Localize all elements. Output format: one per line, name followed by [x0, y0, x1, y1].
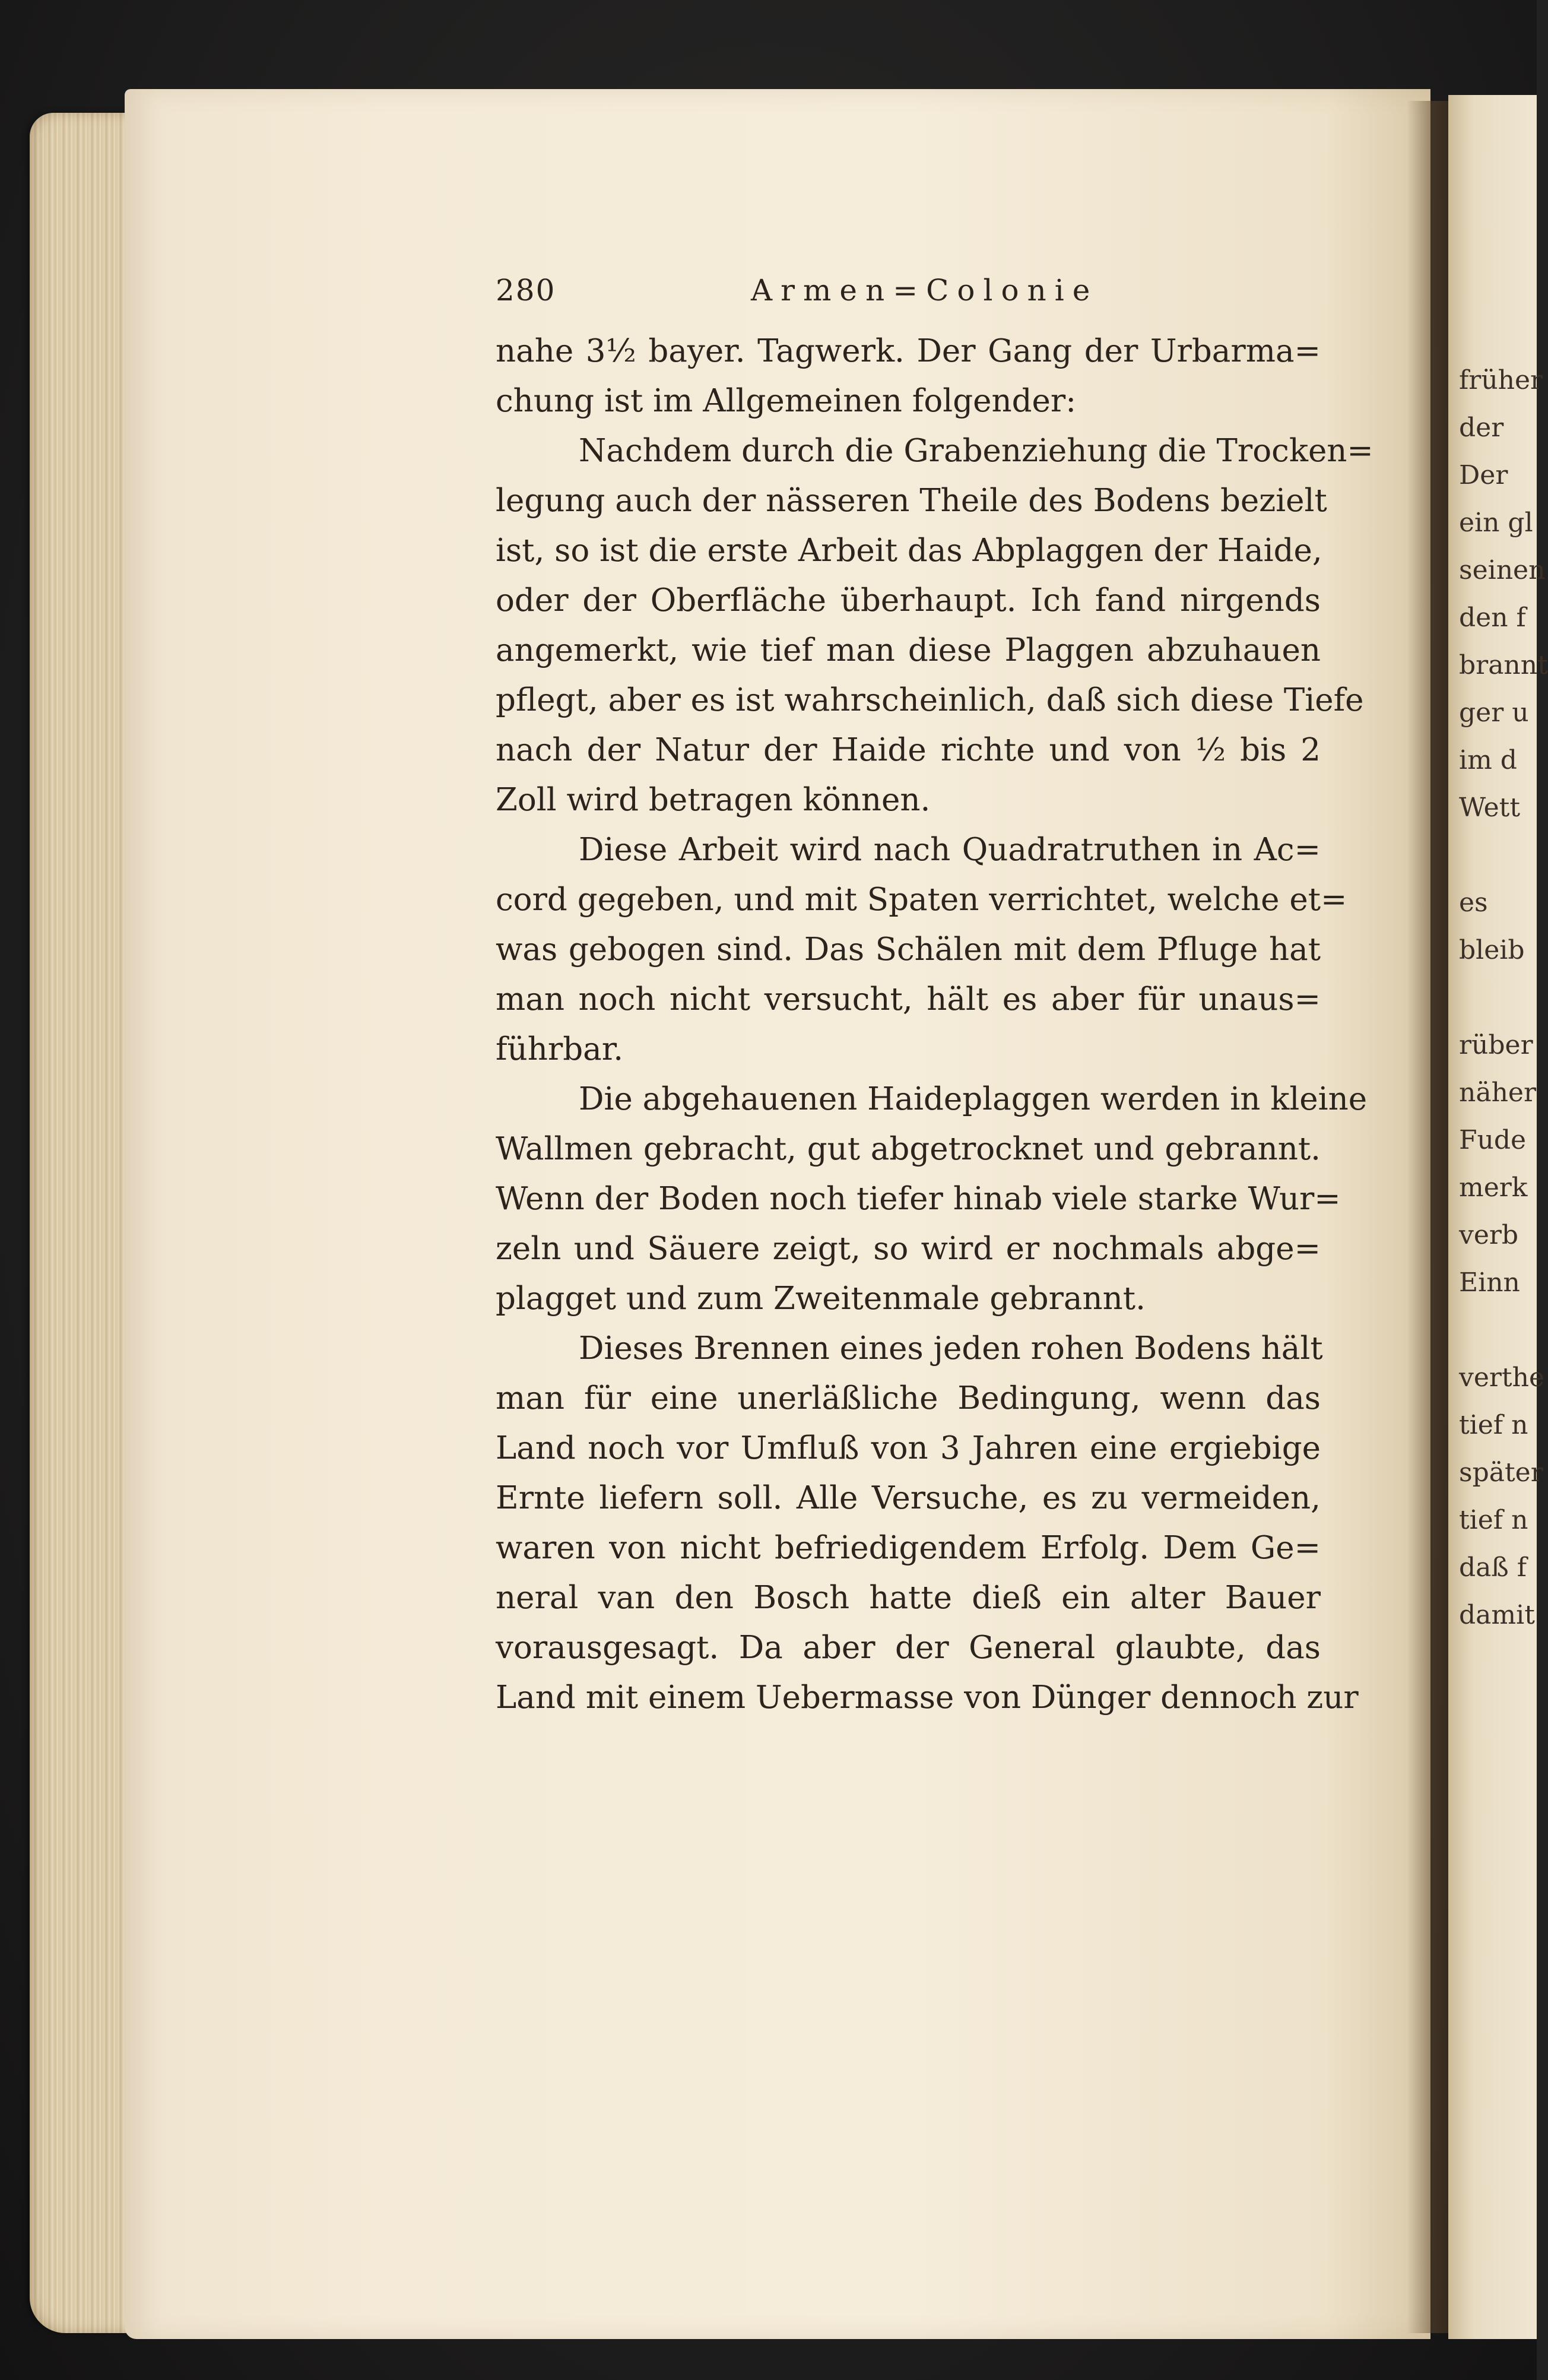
text-line: waren von nicht befriedigendem Erfolg. Dem Ge= — [496, 1530, 1321, 1566]
text-block — [496, 273, 1373, 1723]
text-line: plagget und zum Zweitenmale gebrannt. — [496, 1281, 1146, 1317]
text-line: Ernte liefern soll. Alle Versuche, es zu vermeiden, — [496, 1480, 1321, 1516]
text-line: chung ist im Allgemeinen folgender: — [496, 383, 1077, 419]
right-page-fragment: rüber — [1459, 1030, 1533, 1060]
right-page-fragment: ein gl — [1459, 508, 1533, 538]
right-page-fragment: Der — [1459, 460, 1508, 490]
running-head-title: Armen=Colonie — [751, 273, 1099, 308]
right-page-fragment: Einn — [1459, 1267, 1520, 1298]
right-page-fragment: merk — [1459, 1172, 1528, 1203]
text-line: oder der Oberfläche überhaupt. Ich fand nirgends — [496, 582, 1321, 619]
right-page-fragment: im d — [1459, 745, 1517, 775]
right-page-fragment: Fude — [1459, 1125, 1527, 1155]
text-line: Wenn der Boden noch tiefer hinab viele starke Wur= — [496, 1181, 1341, 1217]
running-head — [496, 273, 1321, 327]
right-page-fragment: damit — [1459, 1600, 1535, 1630]
text-line: Dieses Brennen eines jeden rohen Bodens hält — [579, 1330, 1323, 1367]
text-line: cord gegeben, und mit Spaten verrichtet, welche et= — [496, 882, 1347, 918]
right-page-fragment: verthe — [1459, 1362, 1544, 1393]
text-line: Wallmen gebracht, gut abgetrocknet und gebrannt. — [496, 1131, 1321, 1167]
text-line: man noch nicht versucht, hält es aber für unaus= — [496, 981, 1321, 1018]
body-text — [496, 327, 1373, 1723]
right-page-fragment: tief n — [1459, 1410, 1528, 1440]
text-line: Zoll wird betragen können. — [496, 782, 931, 818]
text-line: ist, so ist die erste Arbeit das Abplaggen der Haide, — [496, 533, 1322, 569]
text-line: legung auch der nässeren Theile des Bodens bezielt — [496, 483, 1327, 519]
right-page-fragment: tief n — [1459, 1505, 1528, 1535]
text-line: Land mit einem Uebermasse von Dünger dennoch zur — [496, 1679, 1359, 1716]
text-line: zeln und Säuere zeigt, so wird er nochmals abge= — [496, 1231, 1321, 1267]
text-line: was gebogen sind. Das Schälen mit dem Pfluge hat — [496, 931, 1321, 968]
right-page-fragment: den f — [1459, 603, 1526, 633]
right-page-fragment: ger u — [1459, 698, 1529, 728]
right-page-fragment: bleib — [1459, 935, 1525, 965]
text-line: neral van den Bosch hatte dieß ein alter Bauer — [496, 1580, 1321, 1616]
right-page-fragment: seinen — [1459, 555, 1546, 585]
text-line: Diese Arbeit wird nach Quadratruthen in Ac= — [579, 832, 1321, 868]
text-line: vorausgesagt. Da aber der General glaubte, das — [496, 1630, 1321, 1666]
right-page-fragment: brannt — [1459, 650, 1548, 680]
text-line: nahe 3½ bayer. Tagwerk. Der Gang der Urbarma= — [496, 333, 1321, 369]
right-page-fragment: früher — [1459, 365, 1543, 395]
right-page-fragment: Wett — [1459, 793, 1521, 823]
text-line: Die abgehauenen Haideplaggen werden in kleine — [579, 1081, 1368, 1117]
book-gutter — [1407, 101, 1454, 2333]
right-page-fragment: es — [1459, 888, 1488, 918]
text-line: man für eine unerläßliche Bedingung, wenn das — [496, 1380, 1321, 1416]
right-page-fragment: der — [1459, 413, 1504, 443]
right-page-fragment: näher — [1459, 1078, 1536, 1108]
right-page — [1448, 95, 1548, 2339]
text-line: Nachdem durch die Grabenziehung die Trocken= — [579, 433, 1373, 469]
text-line: angemerkt, wie tief man diese Plaggen abzuhauen — [496, 632, 1321, 668]
text-line: nach der Natur der Haide richte und von ½ bis 2 — [496, 732, 1321, 768]
right-page-fragment: verb — [1459, 1220, 1519, 1250]
right-page-fragment: daß f — [1459, 1552, 1527, 1583]
text-line: Land noch vor Umfluß von 3 Jahren eine ergiebige — [496, 1430, 1321, 1466]
right-page-fragment: später — [1459, 1457, 1543, 1488]
text-line: pflegt, aber es ist wahrscheinlich, daß sich diese Tiefe — [496, 682, 1364, 718]
page-number: 280 — [496, 273, 556, 308]
text-line: führbar. — [496, 1031, 624, 1067]
